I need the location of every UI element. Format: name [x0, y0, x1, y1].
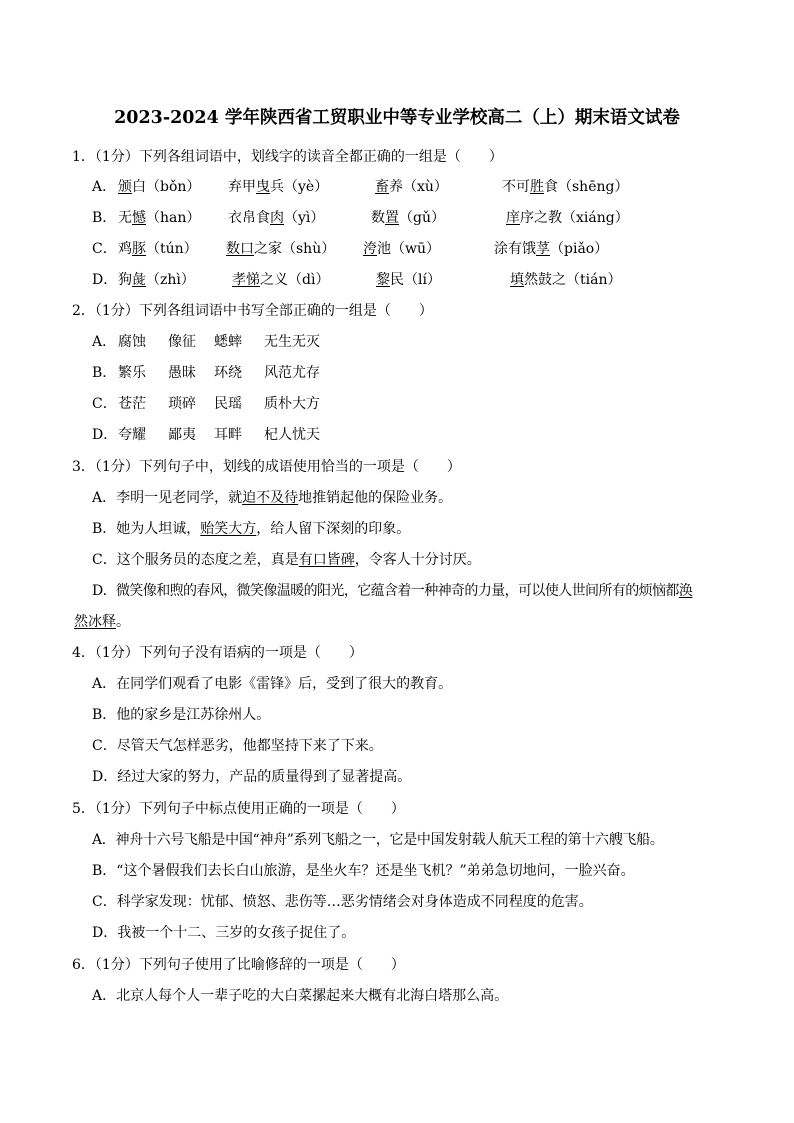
q2-option-a[interactable]	[92, 331, 492, 351]
text-span: A．	[92, 832, 116, 848]
text-span: （piǎo）	[550, 241, 609, 257]
text-span: 然冰释	[74, 614, 116, 630]
word: 蟋蟀	[214, 334, 242, 350]
q3-option-d[interactable]	[92, 580, 692, 600]
text-span: 养（xù）	[389, 179, 448, 195]
q3-option-c[interactable]	[92, 549, 481, 569]
text-span: 胜	[530, 179, 544, 195]
q5-option-a[interactable]	[92, 829, 664, 849]
q3-option-d-continued	[74, 611, 130, 631]
text-span: 庠	[506, 210, 520, 226]
word-cell	[228, 176, 328, 196]
text-span: 彘	[132, 272, 146, 288]
q4-option-c[interactable]	[92, 735, 383, 755]
text-span: 她为人坦诚，	[116, 521, 201, 537]
word: 腐蚀	[118, 334, 146, 350]
text-span: 无	[118, 210, 132, 226]
text-span: 莩	[536, 241, 550, 257]
q1-option-a[interactable]	[92, 176, 732, 196]
word-cell	[118, 269, 195, 289]
q4-option-a[interactable]	[92, 673, 452, 693]
text-span: D．	[92, 769, 118, 785]
text-span: 微笑像和煦的春风，微笑像温暖的阳光，它蕴含着一种神奇的力量，可以使人世间所有的烦恼都	[116, 583, 679, 599]
text-span: 迫不及待	[242, 490, 299, 506]
option-letter: A．	[92, 334, 117, 350]
q6-option-a[interactable]	[92, 985, 508, 1005]
text-span: 科学家发现：忧郁、愤怒、悲伤等…恶劣情绪会对身体造成不同程度的危害。	[116, 894, 593, 910]
option-letter: D．	[92, 427, 118, 443]
word-cell	[506, 207, 629, 227]
text-span: 白（bǒn）	[132, 179, 201, 195]
word-cell	[118, 207, 200, 227]
text-span: 黎	[376, 272, 390, 288]
word: 耳畔	[214, 427, 242, 443]
text-span: 家（shù）	[268, 241, 336, 257]
q1-option-c[interactable]	[92, 238, 732, 258]
question-1-stem: 1．（1分）下列各组词语中，划线字的读音全都正确的一组是（ ）	[72, 149, 503, 165]
q4-option-b[interactable]	[92, 704, 270, 724]
text-span: 贻笑大方	[200, 521, 257, 537]
text-span: 狗	[118, 272, 132, 288]
text-span: 孝悌	[232, 272, 260, 288]
text-span: 义（dì）	[274, 272, 330, 288]
text-span: 颁	[118, 179, 132, 195]
text-span: 在同学们观看了电影《雷锋》后，受到了很大的教育。	[116, 676, 453, 692]
option-letter: B．	[92, 210, 117, 226]
q3-option-b[interactable]	[92, 518, 410, 538]
q5-option-d[interactable]	[92, 922, 355, 942]
q1-option-d[interactable]	[92, 269, 732, 289]
text-span: 他的家乡是江苏徐州人。	[116, 707, 271, 723]
text-span: 。	[116, 614, 130, 630]
text-span: 地推销起他的保险业务。	[298, 490, 453, 506]
word: 苍茫	[118, 396, 146, 412]
text-span: 鸡	[118, 241, 132, 257]
option-letter: D．	[92, 272, 118, 288]
word: 无生无灭	[264, 334, 320, 350]
word: 环绕	[214, 365, 242, 381]
text-span: 畜	[375, 179, 389, 195]
text-span: 有口皆碑	[298, 552, 355, 568]
q2-option-d[interactable]	[92, 424, 492, 444]
text-span: 李明一见老同学，就	[116, 490, 243, 506]
text-span: 尽管天气怎样恶劣，他都坚持下来了下来。	[116, 738, 383, 754]
text-span: 序之教（xiáng）	[520, 210, 629, 226]
text-span: B．	[92, 707, 117, 723]
word: 愚昧	[168, 365, 196, 381]
word-cell	[376, 269, 441, 289]
q1-option-b[interactable]	[92, 207, 732, 227]
word-cell	[118, 176, 200, 196]
question-6-stem: 6．（1分）下列句子使用了比喻修辞的一项是（ ）	[72, 957, 405, 973]
option-letter: A．	[92, 179, 117, 195]
word: 杞人忧天	[264, 427, 320, 443]
word: 繁乐	[118, 365, 146, 381]
word: 风范尤存	[264, 365, 320, 381]
word-cell	[228, 207, 324, 227]
text-span: 数口	[226, 241, 254, 257]
q5-option-c[interactable]	[92, 891, 593, 911]
text-span: A．	[92, 988, 117, 1004]
text-span: B．	[92, 863, 117, 879]
text-span: 我被一个十二、三岁的女孩子捉住了。	[117, 925, 356, 941]
text-span: 憾	[132, 210, 146, 226]
word: 鄙夷	[168, 427, 196, 443]
text-span: 食（shēng）	[544, 179, 629, 195]
word-cell	[494, 238, 608, 258]
text-span: 数	[371, 210, 385, 226]
text-span: 置	[385, 210, 399, 226]
option-letter: C．	[92, 396, 117, 412]
word-cell	[510, 269, 621, 289]
word: 像征	[168, 334, 196, 350]
text-span: 曳	[256, 179, 270, 195]
text-span: 兵（yè）	[270, 179, 329, 195]
text-span: （gǔ）	[399, 210, 445, 226]
word-cell	[226, 238, 335, 258]
text-span: ，令客人十分讨厌。	[354, 552, 481, 568]
q4-option-d[interactable]	[92, 766, 411, 786]
text-span: 涣	[678, 583, 693, 599]
word-cell	[371, 207, 445, 227]
exam-title: 2023-2024 学年陕西省工贸职业中等专业学校高二（上）期末语文试卷	[114, 108, 680, 128]
text-span: ，给人留下深刻的印象。	[256, 521, 411, 537]
text-span: B．	[92, 521, 117, 537]
q2-option-b[interactable]	[92, 362, 492, 382]
text-span: C．	[92, 738, 117, 754]
q5-option-b[interactable]	[92, 860, 635, 880]
word-cell	[502, 176, 628, 196]
text-span: D．	[92, 925, 118, 941]
text-span: 肉	[270, 210, 284, 226]
word-cell	[232, 269, 329, 289]
text-span: （han）	[146, 210, 201, 226]
option-letter: B．	[92, 365, 117, 381]
question-2-stem: 2．（1分）下列各组词语中书写全部正确的一组是（ ）	[72, 303, 433, 319]
text-span: 池（wū）	[377, 241, 440, 257]
question-5-stem: 5．（1分）下列句子中标点使用正确的一项是（ ）	[72, 801, 405, 817]
text-span: C．	[92, 894, 117, 910]
word-cell	[363, 238, 440, 258]
q2-option-c[interactable]	[92, 393, 492, 413]
text-span: 这个服务员的态度之差，真是	[116, 552, 299, 568]
text-span: 弃甲	[228, 179, 256, 195]
text-span: 填	[510, 272, 524, 288]
text-span: （zhì）	[146, 272, 195, 288]
text-span: A．	[92, 490, 117, 506]
text-span: 民（lí）	[390, 272, 441, 288]
text-span: 神舟十六号飞船是中国“神舟”系列飞船之一，它是中国发射载人航天工程的第十六艘飞船。	[115, 832, 664, 848]
text-span: 衣帛食	[228, 210, 270, 226]
question-3-stem: 3．（1分）下列句子中，划线的成语使用恰当的一项是（ ）	[72, 459, 461, 475]
text-span: 涂有饿	[494, 241, 536, 257]
text-span: D．	[92, 583, 117, 599]
text-span: （yì）	[284, 210, 325, 226]
word-cell	[375, 176, 448, 196]
text-span: 豚	[132, 241, 146, 257]
word: 夸耀	[118, 427, 146, 443]
word: 质朴大方	[264, 396, 320, 412]
text-span: 洿	[363, 241, 377, 257]
text-span: C．	[92, 552, 117, 568]
text-span: 经过大家的努力，产品的质量得到了显著提高。	[117, 769, 412, 785]
q3-option-a[interactable]	[92, 487, 452, 507]
text-span: 之	[254, 241, 268, 257]
word: 民瑶	[214, 396, 242, 412]
word: 琐碎	[168, 396, 196, 412]
text-span: A．	[92, 676, 117, 692]
text-span: “这个暑假我们去长白山旅游，是坐火车？还是坐飞机？”弟弟急切地问，一脸兴奋。	[116, 863, 635, 879]
text-span: 之	[260, 272, 274, 288]
option-letter: C．	[92, 241, 117, 257]
text-span: （tún）	[146, 241, 198, 257]
word-cell	[118, 238, 198, 258]
text-span: 然鼓之（tián）	[524, 272, 622, 288]
question-4-stem: 4．（1分）下列句子没有语病的一项是（ ）	[72, 645, 363, 661]
text-span: 北京人每个人一辈子吃的大白菜摞起来大概有北海白塔那么高。	[116, 988, 509, 1004]
text-span: 不可	[502, 179, 530, 195]
